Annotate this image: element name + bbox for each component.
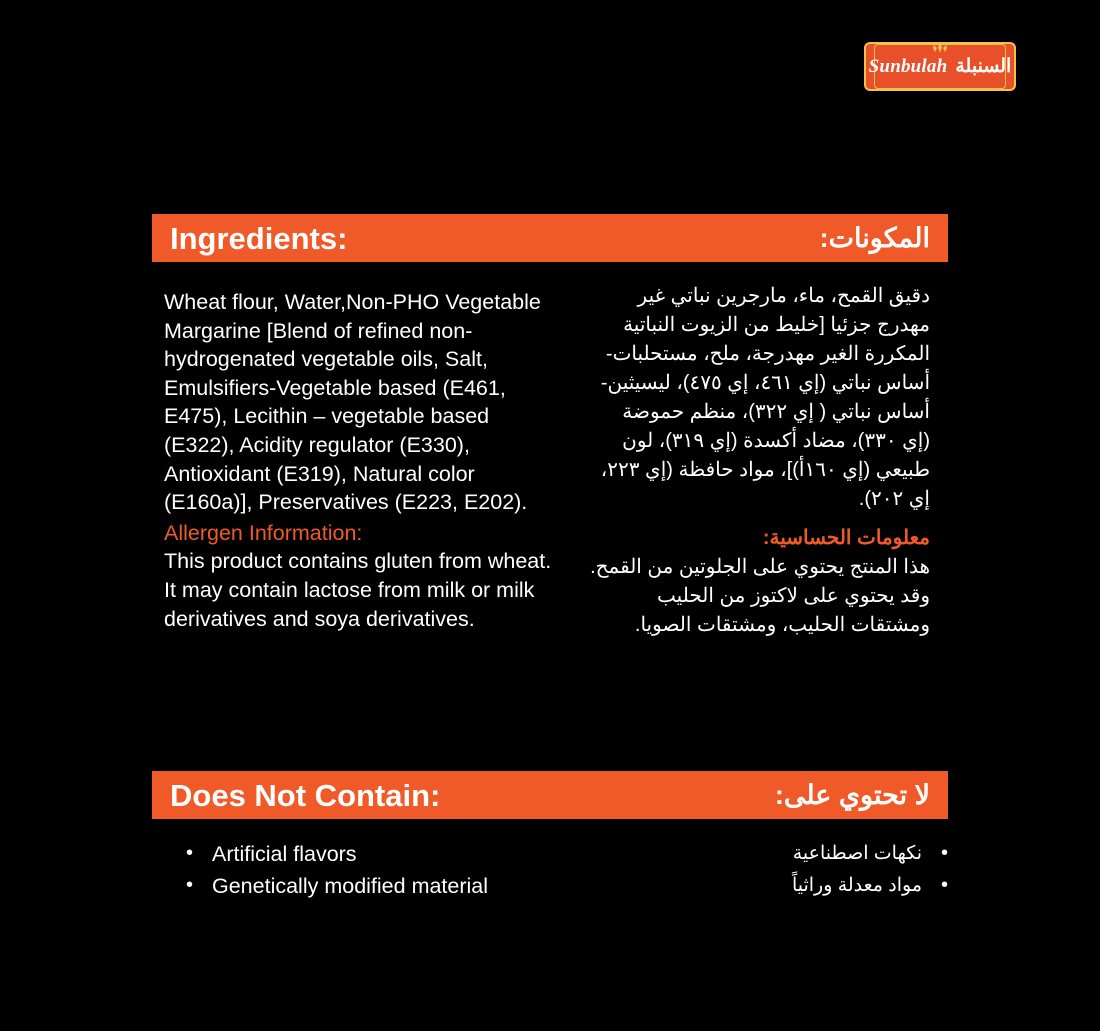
ingredients-heading-bar xyxy=(152,214,948,262)
list-item: • مواد معدلة وراثياً xyxy=(792,870,948,902)
brand-logo xyxy=(864,42,1016,91)
ingredients-body-ar: دقيق القمح، ماء، مارجرين نباتي غير مهدرج جزئيا [خليط من الزيوت النباتية المكررة الغير مهدرجة، ملح، مستحلبات- أساس نباتي (إي ٤٦١، إي ٤٧٥)، ليسيثين- أساس نباتي ( إي ٣٢٢)، منظم حموضة (إي ٣٣٠)، مضاد أكسدة (إي ٣١٩)، لون طبيعي (إي ١٦٠أ)]، مواد حافظة (إي ٢٢٣، إي ٢٠٢). xyxy=(600,285,930,510)
allergen-body-ar: هذا المنتج يحتوي على الجلوتين من القمح. وقد يحتوي على لاكتوز من الحليب ومشتقات الحليب، ومشتقات الصويا. xyxy=(590,556,930,636)
brand-name-arabic: السنبلة xyxy=(955,56,1012,77)
wheat-sheaf-icon xyxy=(931,43,949,53)
allergen-heading-ar: معلومات الحساسية: xyxy=(762,527,930,549)
ingredients-text-ar xyxy=(590,282,930,640)
does-not-contain-list-ar xyxy=(792,838,948,902)
allergen-body-en: This product contains gluten from wheat. It may contain lactose from milk or milk derivatives and soya derivatives. xyxy=(164,549,552,631)
brand-name-latin: Sunbulah xyxy=(868,56,948,77)
list-item: • نكهات اصطناعية xyxy=(792,838,948,870)
does-not-contain-heading-en: Does Not Contain: xyxy=(170,777,441,813)
allergen-heading-en: Allergen Information: xyxy=(164,520,363,545)
does-not-contain-heading-bar xyxy=(152,771,948,819)
does-not-contain-list-en xyxy=(160,838,488,902)
ingredients-text-en xyxy=(164,288,564,633)
ingredients-heading-ar: المكونات: xyxy=(819,222,930,253)
does-not-contain-heading-ar: لا تحتوي على: xyxy=(774,779,930,810)
ingredients-heading-en: Ingredients: xyxy=(170,220,348,256)
list-item: • Artificial flavors xyxy=(186,838,488,870)
ingredients-body-en: Wheat flour, Water,Non-PHO Vegetable Margarine [Blend of refined non-hydrogenated vegetable oils, Salt, Emulsifiers-Vegetable based (E461, E475), Lecithin – vegetable based (E322), Acidity regulator (E330), Antioxidant (E319), Natural color (E160a)], Preservatives (E223, E202). xyxy=(164,290,541,515)
list-item: • Genetically modified material xyxy=(186,870,488,902)
